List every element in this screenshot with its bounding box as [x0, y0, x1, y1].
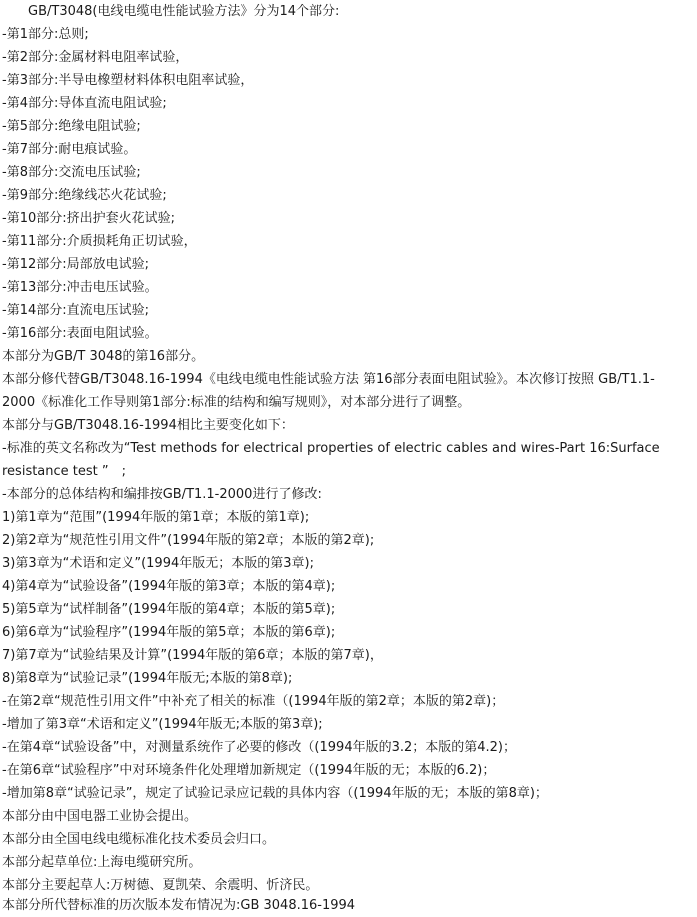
part-list-item: -第8部分:交流电压试验;	[2, 165, 141, 180]
paragraph-line: 2000《标准化工作导则第1部分:标准的结构和编写规则》，对本部分进行了调整。	[2, 395, 471, 410]
paragraph-line: 本部分与GB/T3048.16-1994相比主要变化如下：	[2, 418, 294, 433]
paragraph-line: -增加第8章“试验记录”，规定了试验记录应记载的具体内容（(1994年版的无；本版的第8章)；	[2, 786, 548, 801]
paragraph-line: 6)第6章为“试验程序”(1994年版的第5章；本版的第6章);	[2, 625, 336, 640]
part-list-item: -第10部分:挤出护套火花试验;	[2, 211, 175, 226]
part-list-item: -第7部分:耐电痕试验。	[2, 142, 137, 157]
paragraph-line: 本部分由全国电线电缆标准化技术委员会归口。	[2, 832, 276, 847]
paragraph-line: -在第2章“规范性引用文件”中补充了相关的标准（(1994年版的第2章；本版的第2章)；	[2, 694, 505, 709]
part-list-item: -第13部分:冲击电压试验。	[2, 280, 158, 295]
part-list-item: -第16部分:表面电阻试验。	[2, 326, 158, 341]
paragraph-line: -增加了第3章“术语和定义”(1994年版无;本版的第3章);	[2, 717, 323, 732]
paragraph-line: 本部分由中国电器工业协会提出。	[2, 809, 198, 824]
paragraph-line: 1)第1章为“范围”(1994年版的第1章；本版的第1章);	[2, 510, 310, 525]
paragraph-line: 本部分起草单位:上海电缆研究所。	[2, 855, 202, 870]
paragraph-line: resistance test ” ;	[2, 464, 127, 479]
paragraph-line: 本部分主要起草人:万树德、夏凯荣、余震明、忻济民。	[2, 878, 319, 893]
paragraph-line: 本部分修代替GB/T3048.16-1994《电线电缆电性能试验方法 第16部分表面电阻试验》。本次修订按照 GB/T1.1-	[2, 372, 655, 387]
document-title: GB/T3048(电线电缆电性能试验方法》分为14个部分:	[28, 4, 340, 19]
part-list-item: -第9部分:绝缘线芯火花试验;	[2, 188, 167, 203]
paragraph-line: 2)第2章为“规范性引用文件”(1994年版的第2章；本版的第2章);	[2, 533, 375, 548]
paragraph-line: -在第6章“试验程序”中对环境条件化处理增加新规定（(1994年版的无；本版的6.2)；	[2, 763, 496, 778]
paragraph-line: -标准的英文名称改为“Test methods for electrical properties of electric cables and wires-Part 16:Surface	[2, 441, 660, 456]
paragraph-line: -在第4章“试验设备”中，对测量系统作了必要的修改（(1994年版的3.2；本版的第4.2)；	[2, 740, 517, 755]
part-list-item: -第5部分:绝缘电阻试验;	[2, 119, 141, 134]
paragraph-line: 4)第4章为“试验设备”(1994年版的第3章；本版的第4章);	[2, 579, 336, 594]
part-list-item: -第11部分:介质损耗角正切试验，	[2, 234, 197, 249]
part-list-item: -第1部分:总则;	[2, 27, 89, 42]
paragraph-line: 3)第3章为“术语和定义”(1994年版无；本版的第3章);	[2, 556, 314, 571]
part-list-item: -第4部分:导体直流电阻试验;	[2, 96, 167, 111]
paragraph-line: 8)第8章为“试验记录”(1994年版无;本版的第8章);	[2, 671, 293, 686]
paragraph-line: 5)第5章为“试样制备”(1994年版的第4章；本版的第5章);	[2, 602, 336, 617]
part-list-item: -第3部分:半导电橡塑材料体积电阻率试验，	[2, 73, 254, 88]
part-list-item: -第2部分:金属材料电阻率试验，	[2, 50, 189, 65]
paragraph-line: 7)第7章为“试验结果及计算”(1994年版的第6章；本版的第7章)，	[2, 648, 383, 663]
part-list-item: -第14部分:直流电压试验;	[2, 303, 149, 318]
paragraph-line: 本部分所代替标准的历次版本发布情况为:GB 3048.16-1994	[2, 898, 356, 913]
paragraph-line: -本部分的总体结构和编排按GB/T1.1-2000进行了修改:	[2, 487, 322, 502]
paragraph-line: 本部分为GB/T 3048的第16部分。	[2, 349, 205, 364]
part-list-item: -第12部分:局部放电试验;	[2, 257, 149, 272]
